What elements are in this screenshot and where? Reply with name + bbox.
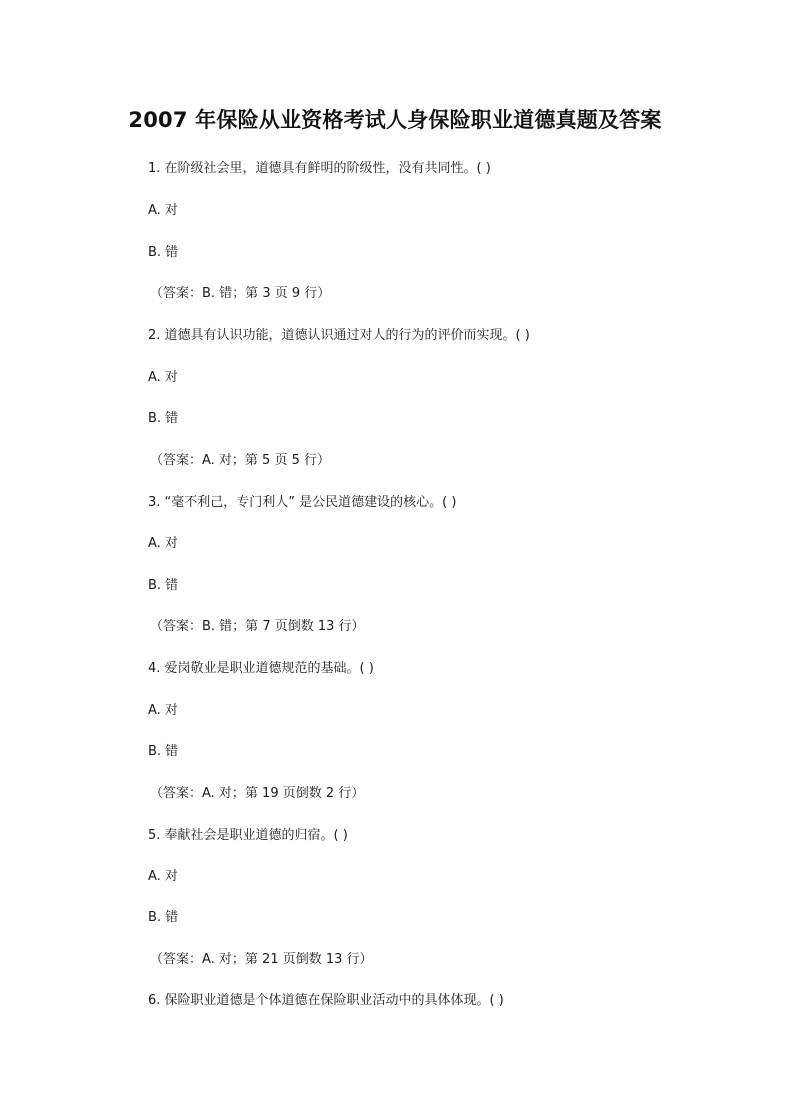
question-1-option-b: B. 错 <box>148 245 179 260</box>
question-4-text: 4. 爱岗敬业是职业道德规范的基础。( ) <box>148 661 374 676</box>
question-3-text: 3. “毫不利己，专门利人” 是公民道德建设的核心。( ) <box>148 495 457 510</box>
question-5-option-b: B. 错 <box>148 910 179 925</box>
question-1-text: 1. 在阶级社会里，道德具有鲜明的阶级性，没有共同性。( ) <box>148 161 491 176</box>
question-6-text: 6. 保险职业道德是个体道德在保险职业活动中的具体体现。( ) <box>148 993 504 1008</box>
question-2-option-a: A. 对 <box>148 370 178 385</box>
document-title: 2007 年保险从业资格考试人身保险职业道德真题及答案 <box>128 108 662 132</box>
question-4-option-b: B. 错 <box>148 744 179 759</box>
question-3-option-b: B. 错 <box>148 578 179 593</box>
question-3-answer: （答案：B. 错；第 7 页倒数 13 行） <box>150 619 365 634</box>
question-5-answer: （答案：A. 对；第 21 页倒数 13 行） <box>150 952 373 967</box>
question-2-text: 2. 道德具有认识功能，道德认识通过对人的行为的评价而实现。( ) <box>148 328 530 343</box>
question-5-option-a: A. 对 <box>148 869 178 884</box>
question-4-option-a: A. 对 <box>148 703 178 718</box>
question-1-answer: （答案：B. 错；第 3 页 9 行） <box>150 286 331 301</box>
question-1-option-a: A. 对 <box>148 203 178 218</box>
question-4-answer: （答案：A. 对；第 19 页倒数 2 行） <box>150 786 365 801</box>
question-3-option-a: A. 对 <box>148 536 178 551</box>
question-2-option-b: B. 错 <box>148 411 179 426</box>
question-2-answer: （答案：A. 对；第 5 页 5 行） <box>150 453 331 468</box>
question-5-text: 5. 奉献社会是职业道德的归宿。( ) <box>148 828 348 843</box>
